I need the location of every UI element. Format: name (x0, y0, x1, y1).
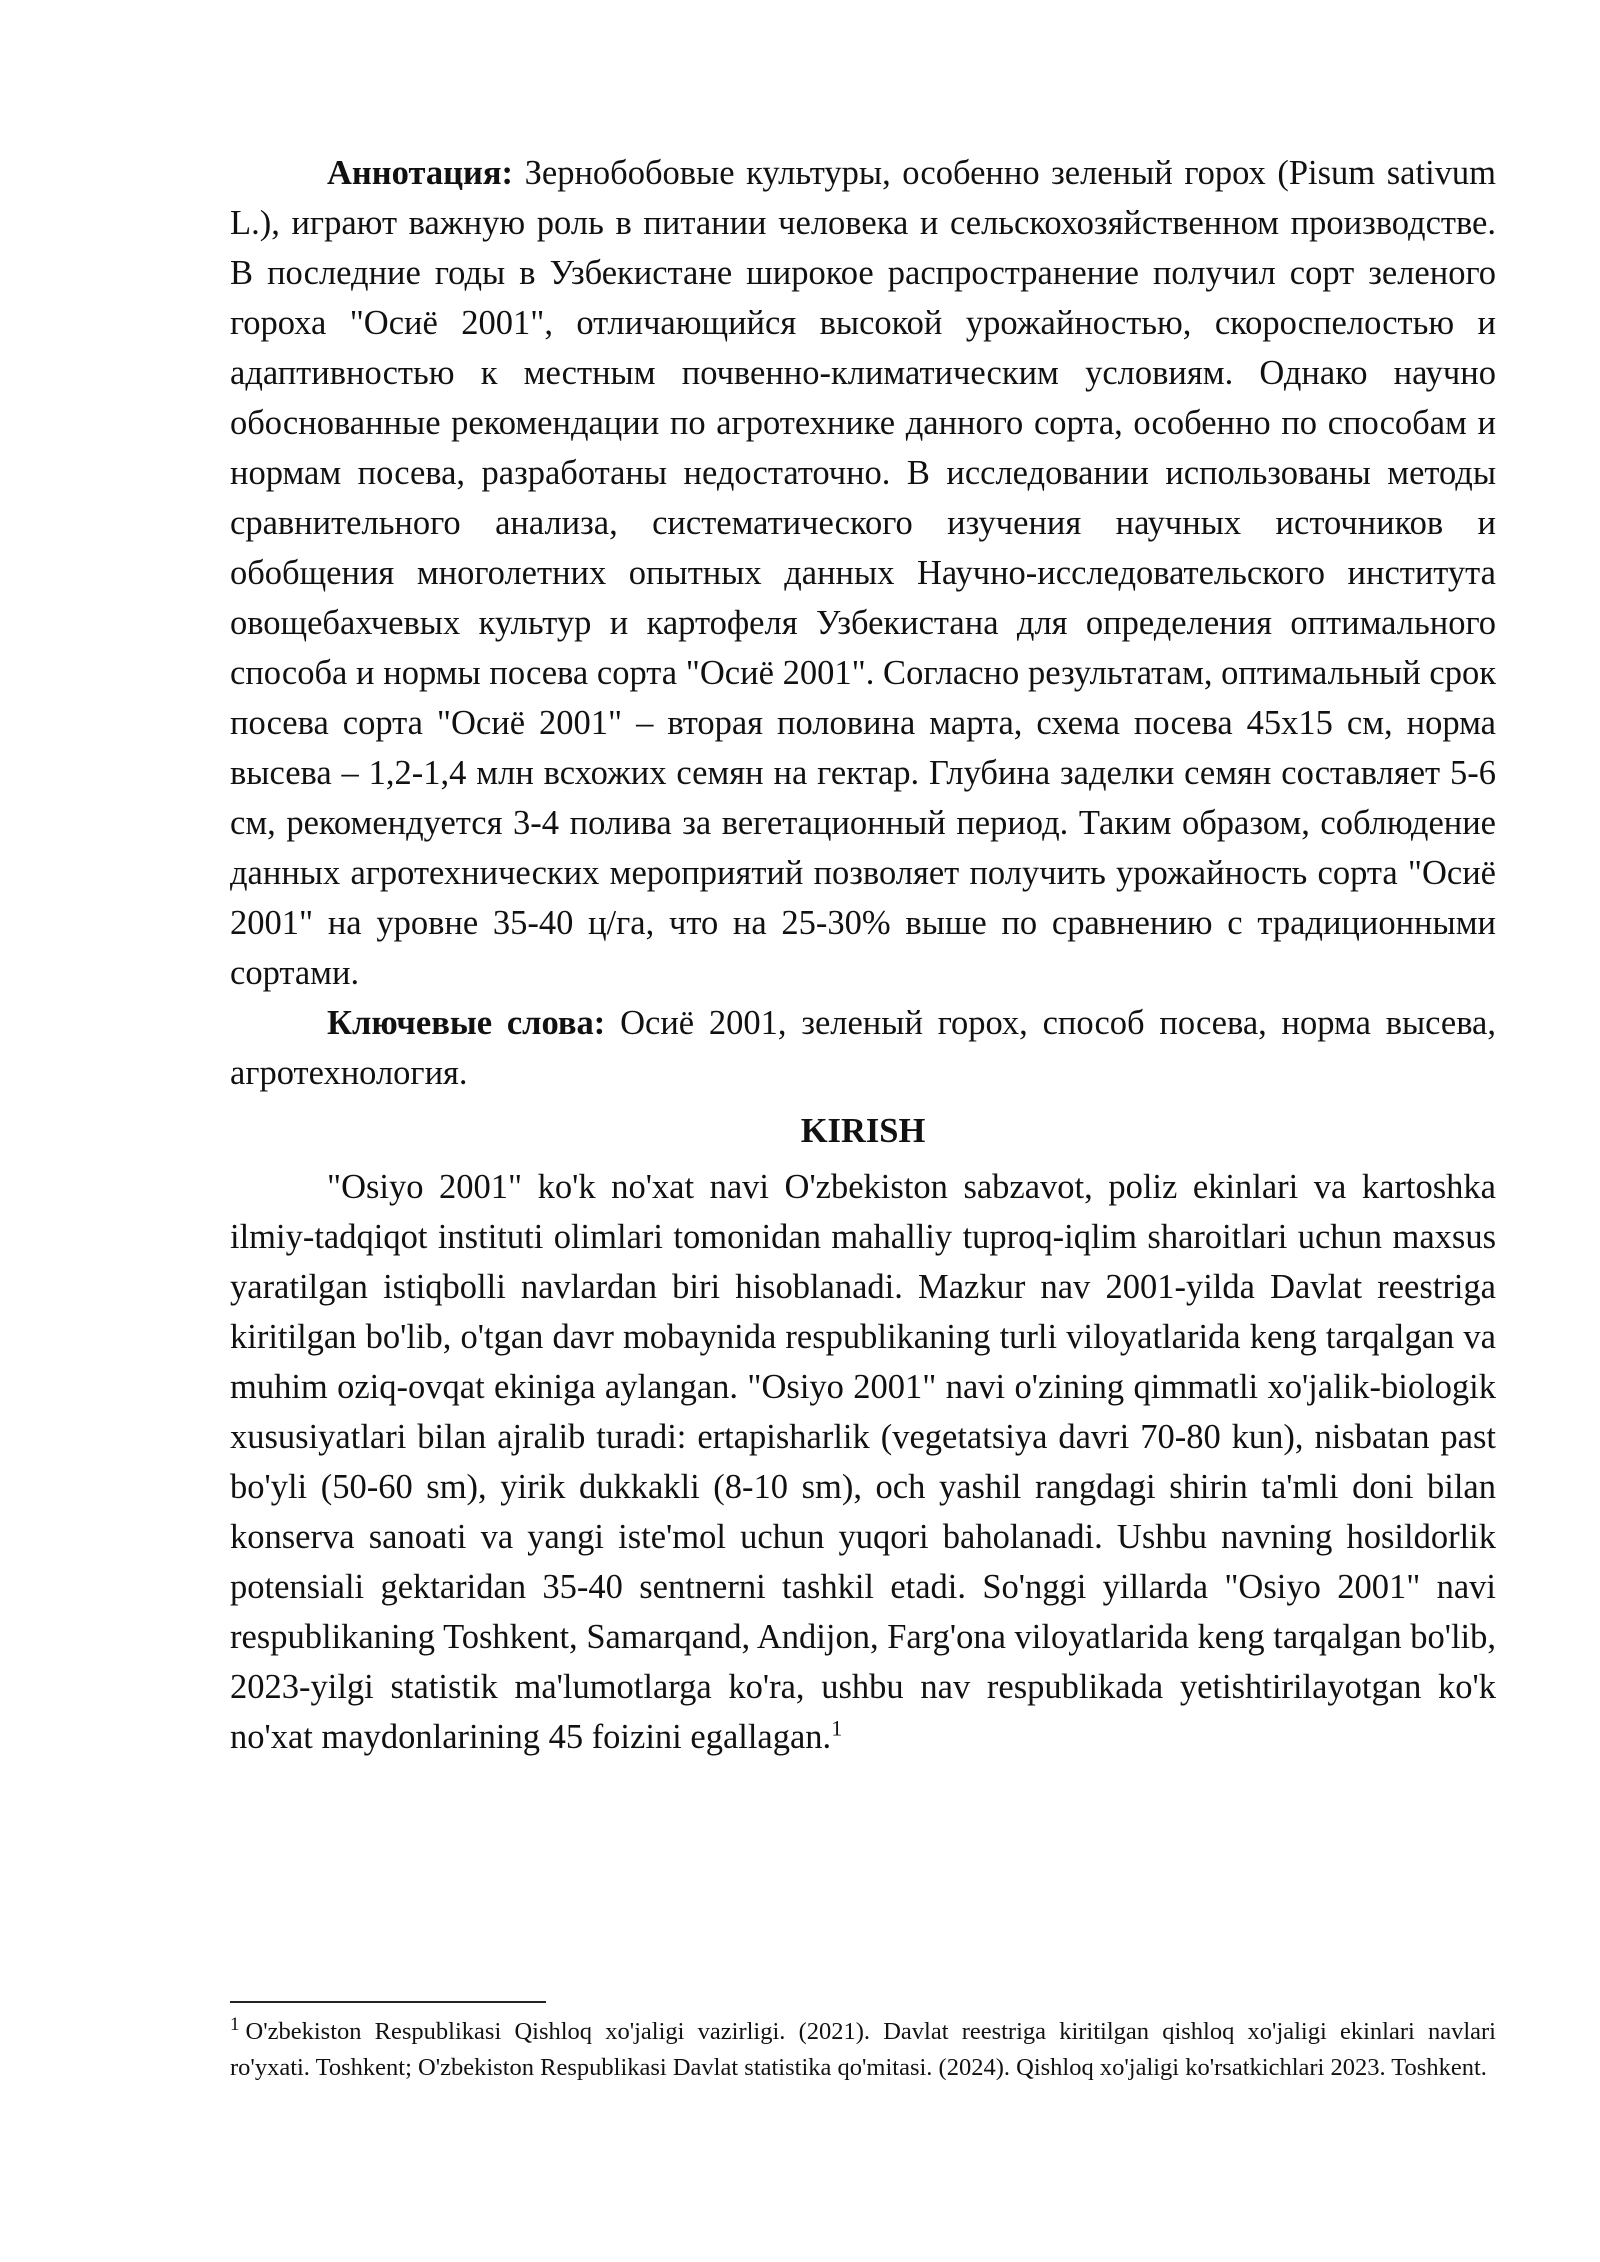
section-heading: KIRISH (800, 1112, 926, 1150)
section-text: "Osiyo 2001" ko'k no'xat navi O'zbekiston sabzavot, poliz ekinlari va kartoshka ilmiy-tadqiqot instituti olimlari tomonidan mahalliy tuproq-iqlim sharoitlari uchun maxsus yaratilgan istiqbolli navlardan biri hisoblanadi. Mazkur nav 2001-yilda Davlat reestriga kiritilgan bo'lib, o'tgan davr mobaynida respublikaning turli viloyatlarida keng tarqalgan va muhim oziq-ovqat ekiniga aylangan. "Osiyo 2001" navi o'zining qimmatli xo'jalik-biologik xususiyatlari bilan ajralib turadi: ertapisharlik (vegetatsiya davri 70-80 kun), nisbatan past bo'yli (50-60 sm), yirik dukkakli (8-10 sm), och yashil rangdagi shirin ta'mli doni bilan konserva sanoati va yangi iste'mol uchun yuqori baholanadi. Ushbu navning hosildorlik potensiali gektaridan 35-40 sentnerni tashkil etadi. So'nggi yillarda "Osiyo 2001" navi respublikaning Toshkent, Samarqand, Andijon, Farg'ona viloyatlarida keng tarqalgan bo'lib, 2023-yilgi statistik ma'lumotlarga ko'ra, ushbu nav respublikada yetishtirilayotgan ko'k no'xat maydonlarining 45 foizini egallagan. (230, 1168, 1496, 1756)
abstract-paragraph (230, 148, 1496, 998)
footnote (230, 2014, 1496, 2086)
footnote-separator (230, 2001, 546, 2003)
footnote-mark: 1 (230, 2013, 240, 2035)
section-paragraph (230, 1162, 1496, 1762)
abstract-label: Аннотация: (327, 154, 513, 192)
keywords-text: Осиё 2001, зеленый горох, способ посева, норма высева, агротехнология. (230, 1004, 1496, 1092)
keywords-paragraph (230, 998, 1496, 1098)
document-body (230, 148, 1496, 1762)
footnote-reference[interactable]: 1 (831, 1715, 843, 1741)
keywords-label: Ключевые слова: (327, 1004, 606, 1042)
abstract-text: Зернобобовые культуры, особенно зеленый горох (Pisum sativum L.), играют важную роль в питании человека и сельскохозяйственном производстве. В последние годы в Узбекистане широкое распространение получил сорт зеленого гороха "Осиё 2001", отличающийся высокой урожайностью, скороспелостью и адаптивностью к местным почвенно-климатическим условиям. Однако научно обоснованные рекомендации по агротехнике данного сорта, особенно по способам и нормам посева, разработаны недостаточно. В исследовании использованы методы сравнительного анализа, систематического изучения научных источников и обобщения многолетних опытных данных Научно-исследовательского института овощебахчевых культур и картофеля Узбекистана для определения оптимального способа и нормы посева сорта "Осиё 2001". Согласно результатам, оптимальный срок посева сорта "Осиё 2001" – вторая половина марта, схема посева 45x15 см, норма высева – 1,2-1,4 млн всхожих семян на гектар. Глубина заделки семян составляет 5-6 см, рекомендуется 3-4 полива за вегетационный период. Таким образом, соблюдение данных агротехнических мероприятий позволяет получить урожайность сорта "Осиё 2001" на уровне 35-40 ц/га, что на 25-30% выше по сравнению с традиционными сортами. (230, 154, 1496, 992)
footnote-text: O'zbekiston Respublikasi Qishloq xo'jaligi vazirligi. (2021). Davlat reestriga kiritilgan qishloq xo'jaligi ekinlari navlari ro'yxati. Toshkent; O'zbekiston Respublikasi Davlat statistika qo'mitasi. (2024). Qishloq xo'jaligi ko'rsatkichlari 2023. Toshkent. (230, 2018, 1496, 2081)
